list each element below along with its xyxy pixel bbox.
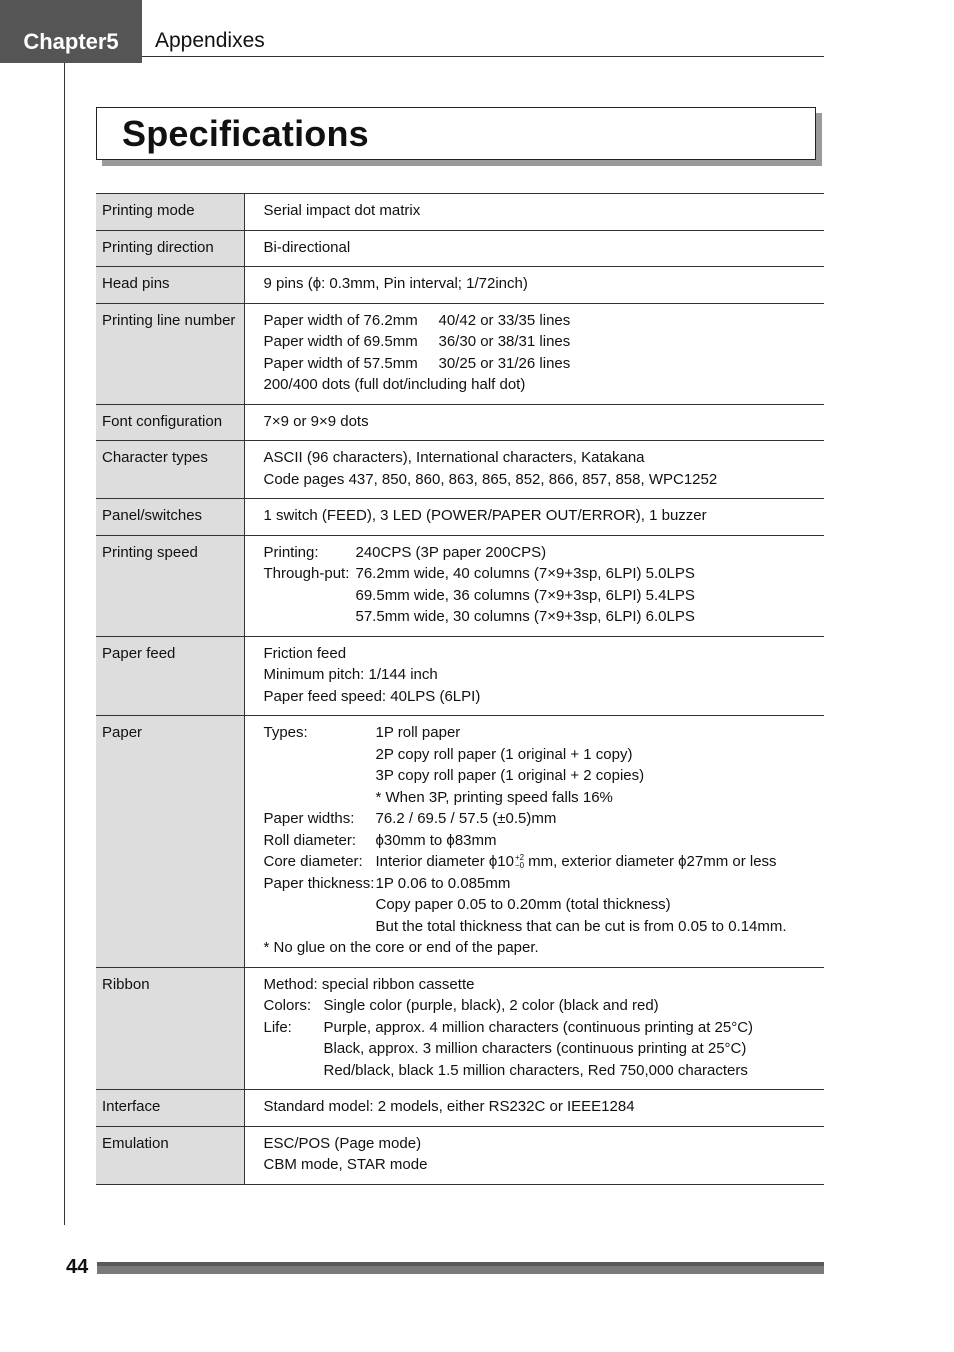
- footer-bar-top: [97, 1262, 824, 1266]
- spec-pair-key: [264, 787, 376, 809]
- table-row: [96, 230, 824, 267]
- table-row: [96, 303, 824, 404]
- core-diameter-interior: Interior diameter ϕ10: [375, 853, 514, 870]
- spec-pair-key: [264, 585, 356, 607]
- spec-pair-key: Paper width of 76.2mm: [263, 311, 418, 329]
- spec-pair-key: Paper widths:: [263, 810, 355, 827]
- spec-pair-key: [264, 1060, 324, 1082]
- spec-pair-value: Purple, approx. 4 million characters (continuous printing at 25°C): [323, 1018, 754, 1036]
- spec-pair: [264, 606, 825, 628]
- spec-pair-value: 3P copy roll paper (1 original + 2 copies): [375, 767, 645, 784]
- spec-pair-key: [264, 916, 376, 938]
- spec-label: Interface: [96, 1090, 244, 1127]
- spec-pair-value: 1P 0.06 to 0.085mm: [375, 874, 511, 892]
- spec-value: [244, 967, 824, 1090]
- spec-line: Method: special ribbon cassette: [263, 975, 475, 993]
- spec-pair-key: Core diameter:: [263, 853, 363, 870]
- spec-pair-value: 2P copy roll paper (1 original + 1 copy): [375, 745, 633, 763]
- spec-pair: [264, 808, 825, 830]
- chapter-tab: [0, 0, 142, 63]
- spec-line: Standard model: 2 models, either RS232C or IEEE1284: [263, 1098, 635, 1115]
- table-row: [96, 499, 824, 536]
- spec-label: Head pins: [96, 267, 244, 304]
- spec-pair: [264, 830, 825, 852]
- spec-value: [244, 303, 824, 404]
- spec-pair: [264, 563, 825, 585]
- chapter-label: Chapter5: [23, 28, 119, 54]
- spec-value: [244, 441, 824, 499]
- tolerance-minus: −0: [514, 861, 525, 871]
- table-row: [96, 441, 824, 499]
- spec-line: Paper feed speed: 40LPS (6LPI): [263, 687, 481, 705]
- spec-value: [244, 267, 824, 304]
- spec-line: Bi-directional: [263, 238, 351, 256]
- table-row: [96, 404, 824, 441]
- spec-line: ESC/POS (Page mode): [263, 1134, 422, 1152]
- spec-pair: [264, 873, 825, 895]
- spec-line: 9 pins (ϕ: 0.3mm, Pin interval; 1/72inch): [263, 275, 528, 292]
- spec-value: [244, 230, 824, 267]
- spec-label: Font configuration: [96, 404, 244, 441]
- spec-pair-key: [264, 1038, 324, 1060]
- spec-pair-key: Through-put:: [263, 565, 350, 582]
- table-row: [96, 194, 824, 231]
- table-row: [96, 1126, 824, 1184]
- spec-pair-value: 76.2 / 69.5 / 57.5 (±0.5)mm: [375, 810, 557, 827]
- table-row: [96, 267, 824, 304]
- spec-line: 1 switch (FEED), 3 LED (POWER/PAPER OUT/ERROR), 1 buzzer: [263, 507, 707, 524]
- page-title: Specifications: [122, 112, 369, 154]
- spec-pair-value: Single color (purple, black), 2 color (black and red): [323, 997, 659, 1014]
- spec-label: Paper feed: [96, 636, 244, 716]
- spec-pair: [264, 1038, 825, 1060]
- spec-line: Code pages 437, 850, 860, 863, 865, 852, 866, 857, 858, WPC1252: [263, 470, 718, 488]
- tolerance-plus: +2: [514, 853, 525, 863]
- spec-pair-key: Paper width of 57.5mm: [263, 354, 418, 372]
- spec-pair-key: Colors:: [263, 997, 312, 1014]
- spec-value: [244, 1126, 824, 1184]
- spec-line: 7×9 or 9×9 dots: [263, 412, 369, 430]
- spec-pair-value: Copy paper 0.05 to 0.20mm (total thickness): [375, 896, 671, 913]
- spec-pair: [264, 1017, 825, 1039]
- spec-pair: [264, 894, 825, 916]
- spec-pair: [264, 995, 825, 1017]
- spec-pair: [264, 765, 825, 787]
- spec-pair-value: But the total thickness that can be cut is from 0.05 to 0.14mm.: [375, 917, 787, 935]
- spec-pair-key: [264, 894, 376, 916]
- spec-pair: [264, 744, 825, 766]
- left-margin-rule: [64, 63, 65, 1225]
- spec-value: [244, 716, 824, 968]
- spec-value: [244, 194, 824, 231]
- spec-line: Serial impact dot matrix: [263, 202, 421, 219]
- spec-pair: [264, 722, 825, 744]
- header-divider: [142, 56, 824, 57]
- spec-pair-value: Red/black, black 1.5 million characters, Red 750,000 characters: [323, 1061, 748, 1079]
- spec-pair-key: [264, 744, 376, 766]
- spec-value: [244, 535, 824, 636]
- spec-label: Ribbon: [96, 967, 244, 1090]
- spec-pair-key: Types:: [263, 724, 308, 741]
- spec-pair-value: 76.2mm wide, 40 columns (7×9+3sp, 6LPI) 5.0LPS: [355, 565, 695, 582]
- section-title: Appendixes: [155, 29, 265, 52]
- spec-label: Printing line number: [96, 303, 244, 404]
- table-row: [96, 1090, 824, 1127]
- spec-pair-key: Paper width of 69.5mm: [263, 333, 418, 350]
- spec-label: Panel/switches: [96, 499, 244, 536]
- spec-pair-key: Printing:: [263, 543, 319, 561]
- spec-pair-value: * When 3P, printing speed falls 16%: [375, 788, 613, 806]
- spec-pair: [264, 353, 825, 375]
- title-box: [96, 107, 816, 160]
- spec-pair-key: Life:: [263, 1018, 292, 1036]
- page-number: 44: [66, 1256, 89, 1278]
- spec-label: Paper: [96, 716, 244, 968]
- spec-pair-key: [264, 765, 376, 787]
- spec-pair: [264, 1060, 825, 1082]
- spec-line: Minimum pitch: 1/144 inch: [263, 666, 438, 683]
- spec-pair-value: 40/42 or 33/35 lines: [438, 311, 571, 329]
- spec-value: [244, 499, 824, 536]
- spec-pair-key: Roll diameter:: [263, 831, 357, 849]
- spec-label: Printing mode: [96, 194, 244, 231]
- specifications-table: [96, 193, 824, 1185]
- table-row: [96, 535, 824, 636]
- spec-pair: [264, 331, 825, 353]
- table-row: [96, 716, 824, 968]
- spec-pair-value: ϕ30mm to ϕ83mm: [375, 831, 497, 849]
- spec-value: [244, 636, 824, 716]
- spec-pair: [264, 542, 825, 564]
- spec-label: Printing speed: [96, 535, 244, 636]
- spec-pair-value: 1P roll paper: [375, 724, 461, 741]
- spec-pair: [264, 787, 825, 809]
- table-row: [96, 636, 824, 716]
- spec-value: [244, 1090, 824, 1127]
- core-diameter-exterior: mm, exterior diameter ϕ27mm or less: [528, 853, 777, 870]
- spec-pair-key: Paper thickness:: [263, 874, 375, 892]
- spec-pair-value: 240CPS (3P paper 200CPS): [355, 543, 547, 561]
- spec-line: * No glue on the core or end of the paper.: [263, 939, 539, 956]
- spec-pair-value: 36/30 or 38/31 lines: [438, 333, 571, 350]
- spec-line: Friction feed: [263, 644, 347, 662]
- spec-line: ASCII (96 characters), International characters, Katakana: [263, 449, 645, 466]
- spec-pair: [264, 916, 825, 938]
- spec-pair-value: 30/25 or 31/26 lines: [438, 354, 571, 372]
- table-row: [96, 967, 824, 1090]
- spec-pair-core-diameter: [264, 851, 825, 873]
- spec-line: 200/400 dots (full dot/including half dot): [263, 376, 526, 393]
- spec-pair-value: [376, 851, 777, 873]
- spec-pair-value: 57.5mm wide, 30 columns (7×9+3sp, 6LPI) 6.0LPS: [355, 608, 695, 625]
- spec-label: Character types: [96, 441, 244, 499]
- spec-pair-value: Black, approx. 3 million characters (continuous printing at 25°C): [323, 1040, 747, 1057]
- tolerance: [515, 854, 524, 870]
- spec-label: Printing direction: [96, 230, 244, 267]
- spec-pair: [264, 585, 825, 607]
- spec-value: [244, 404, 824, 441]
- spec-pair: [264, 310, 825, 332]
- spec-label: Emulation: [96, 1126, 244, 1184]
- spec-line: CBM mode, STAR mode: [263, 1156, 428, 1173]
- spec-pair-key: [264, 606, 356, 628]
- spec-pair-value: 69.5mm wide, 36 columns (7×9+3sp, 6LPI) 5.4LPS: [355, 586, 695, 604]
